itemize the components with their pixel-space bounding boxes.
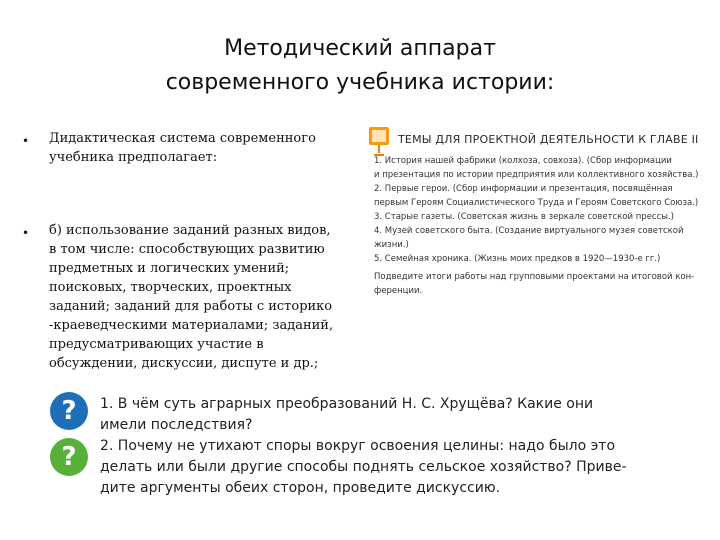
list-item: 5. Семейная хроника. (Жизнь моих предков в 1920—1930-е гг.)	[374, 254, 661, 264]
project-topics-footer	[374, 270, 704, 298]
bullet-text-tasks: б) использование заданий разных видов, в том числе: способствующих развитию предметных и логических умений; поисковых, творческих, проектных заданий; заданий для работы с историко -краеведческими материалами; заданий, предусматривающих участие в обсуждении, дискуссии, диспуте и др.;	[49, 223, 334, 371]
list-item: жизни.)	[374, 240, 409, 250]
presentation-board-icon	[368, 126, 390, 156]
bullet-text-didactic: Дидактическая система современного учебника предполагает:	[49, 131, 316, 165]
footer-line-1: Подведите итоги работы над групповыми проектами на итоговой кон-	[374, 272, 695, 282]
list-item: первым Героям Социалистического Труда и Героям Советского Союза.)	[374, 198, 699, 208]
project-topics-panel	[360, 122, 705, 312]
list-item: и презентация по истории предприятия или коллективного хозяйства.)	[374, 170, 699, 180]
bullet-marker: •	[22, 226, 30, 240]
footer-line-2: ференции.	[374, 286, 423, 296]
question-mark-icon: ?	[50, 438, 88, 476]
list-item: 4. Музей советского быта. (Создание виртуального музея советской	[374, 226, 684, 236]
project-topics-list	[374, 154, 704, 298]
bullet-marker: •	[22, 134, 30, 148]
title-line-1: Методический аппарат	[224, 36, 496, 61]
question-text-2: 2. Почему не утихают споры вокруг освоения целины: надо было это делать или были другие способы поднять сельское хозяйство? Приве- дите аргументы обеих сторон, проведите дискуссию.	[100, 438, 627, 496]
project-topics-heading: ТЕМЫ ДЛЯ ПРОЕКТНОЙ ДЕЯТЕЛЬНОСТИ К ГЛАВЕ II	[398, 133, 699, 146]
list-item: 2. Первые герои. (Сбор информации и презентация, посвящённая	[374, 184, 673, 194]
slide-title	[0, 32, 720, 100]
list-item: 3. Старые газеты. (Советская жизнь в зеркале советской прессы.)	[374, 212, 674, 222]
question-mark-icon: ?	[50, 392, 88, 430]
title-line-2: современного учебника истории:	[165, 70, 555, 95]
question-text-1: 1. В чём суть аграрных преобразований Н. С. Хрущёва? Какие они имели последствия?	[100, 396, 594, 433]
list-item: 1. История нашей фабрики (колхоза, совхоза). (Сбор информации	[374, 156, 672, 166]
